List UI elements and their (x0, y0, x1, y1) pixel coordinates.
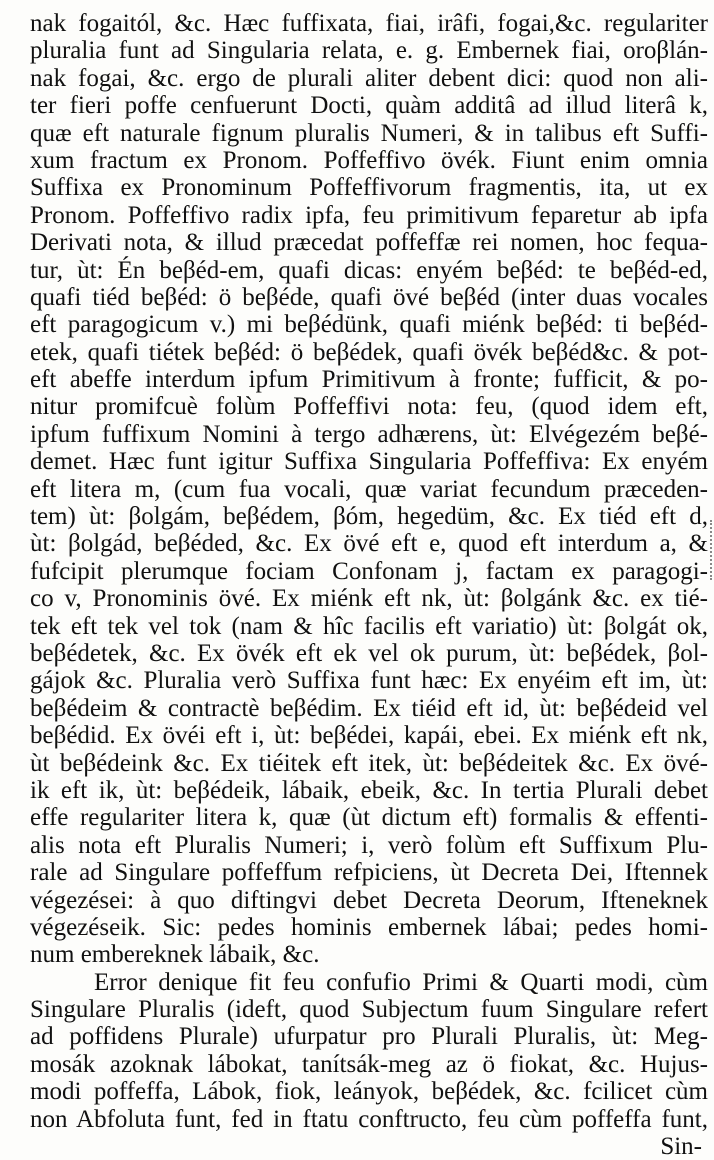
text-line-37: Singulare Pluralis (ideft, quod Subjectum fuum Singulare refert (30, 996, 708, 1024)
text-line-15: nitur promifcuè folùm Poffeffivi nota: feu, (quod idem eft, (30, 393, 708, 421)
text-line-14: eft abeffe interdum ipfum Primitivum à fronte; fufficit, & po- (30, 366, 708, 394)
latin-grammar-text (30, 10, 708, 1160)
text-line-4: ter fieri poffe cenfuerunt Docti, quàm additâ ad illud literâ k, (30, 92, 708, 120)
text-line-5: quæ eft naturale fignum pluralis Numeri, & in talibus eft Suffi- (30, 119, 708, 147)
gutter-edge (707, 520, 712, 580)
text-line-24: beβédetek, &c. Ex övék eft ek vel ok purum, ùt: beβédek, βol- (30, 639, 708, 667)
text-line-19: tem) ùt: βolgám, beβédem, βóm, hegedüm, &c. Ex tiéd eft d, (30, 503, 708, 531)
text-line-22: co v, Pronominis övé. Ex miénk eft nk, ùt: βolgánk &c. ex tié- (30, 585, 708, 613)
text-line-2: pluralia funt ad Singularia relata, e. g. Embernek fiai, oroβlán- (30, 37, 708, 65)
text-line-40: modi poffeffa, Lábok, fiok, leányok, beβédek, &c. fcilicet cùm (30, 1078, 708, 1106)
text-line-38: ad poffidens Plurale) ufurpatur pro Plurali Pluralis, ùt: Meg- (30, 1023, 708, 1051)
text-line-20: ùt: βolgád, beβéded, &c. Ex övé eft e, quod eft interdum a, & (30, 530, 708, 558)
text-line-23: tek eft tek vel tok (nam & hîc facilis eft variatio) ùt: βolgát ok, (30, 612, 708, 640)
text-line-28: ùt beβédeink &c. Ex tiéitek eft itek, ùt: beβédeitek &c. Ex övé- (30, 749, 708, 777)
text-line-1: nak fogaitól, &c. Hæc fuffixata, fiai, irâfi, fogai,&c. regulariter (30, 10, 708, 37)
catchword: Sin- (660, 1133, 702, 1160)
text-line-26: beβédeim & contractè beβédim. Ex tiéid eft id, ùt: beβédeid vel (30, 694, 708, 722)
text-line-3: nak fogai, &c. ergo de plurali aliter debent dici: quod non ali- (30, 64, 708, 92)
text-line-9: Derivati nota, & illud præcedat poffeffæ rei nomen, hoc fequa- (30, 229, 708, 257)
text-line-31: alis nota eft Pluralis Numeri; i, verò folùm eft Suffixum Plu- (30, 831, 708, 859)
text-line-6: xum fractum ex Pronom. Poffeffivo övék. Fiunt enim omnia (30, 146, 708, 174)
text-line-32: rale ad Singulare poffeffum refpiciens, ùt Decreta Dei, Iftennek (30, 859, 708, 887)
text-line-21: fufcipit plerumque fociam Confonam j, factam ex paragogi- (30, 557, 708, 585)
text-line-25: gájok &c. Pluralia verò Suffixa funt hæc: Ex enyéim eft im, ùt: (30, 667, 708, 695)
text-line-8: Pronom. Poffeffivo radix ipfa, feu primitivum feparetur ab ipfa (30, 201, 708, 229)
text-line-11: quafi tiéd beβéd: ö beβéde, quafi övé beβéd (inter duas vocales (30, 283, 708, 311)
text-line-27: beβédid. Ex övéi eft i, ùt: beβédei, kapái, ebei. Ex miénk eft nk, (30, 722, 708, 750)
text-line-7: Suffixa ex Pronominum Poffeffivorum fragmentis, ita, ut ex (30, 174, 708, 202)
text-line-33: végezései: à quo diftingvi debet Decreta Deorum, Ifteneknek (30, 886, 708, 914)
text-line-16: ipfum fuffixum Nomini à tergo adhærens, ùt: Elvégezém beβé- (30, 420, 708, 448)
text-line-36: Error denique fit feu confufio Primi & Quarti modi, cùm (94, 968, 708, 996)
text-line-10: tur, ùt: Én beβéd-em, quafi dicas: enyém beβéd: te beβéd-ed, (30, 256, 708, 284)
text-line-13: etek, quafi tiétek beβéd: ö beβédek, quafi övék beβéd&c. & pot- (30, 338, 708, 366)
text-line-34: végezéseik. Sic: pedes hominis embernek lábai; pedes homi- (30, 913, 708, 941)
text-line-12: eft paragogicum v.) mi beβédünk, quafi miénk beβéd: ti beβéd- (30, 311, 708, 339)
text-line-35: num embereknek lábaik, &c. (30, 941, 320, 969)
text-line-30: effe regulariter litera k, quæ (ùt dictum eft) formalis & effenti- (30, 804, 708, 832)
text-line-17: demet. Hæc funt igitur Suffixa Singularia Poffeffiva: Ex enyém (30, 448, 708, 476)
text-line-29: ik eft ik, ùt: beβédeik, lábaik, ebeik, &c. In tertia Plurali debet (30, 776, 708, 804)
text-line-18: eft litera m, (cum fua vocali, quæ variat fecundum præceden- (30, 475, 708, 503)
text-line-39: mosák azoknak lábokat, tanítsák-meg az ö fiokat, &c. Hujus- (30, 1050, 708, 1078)
text-line-41: non Abfoluta funt, fed in ftatu conftructo, feu cùm poffeffa funt, (30, 1105, 708, 1133)
